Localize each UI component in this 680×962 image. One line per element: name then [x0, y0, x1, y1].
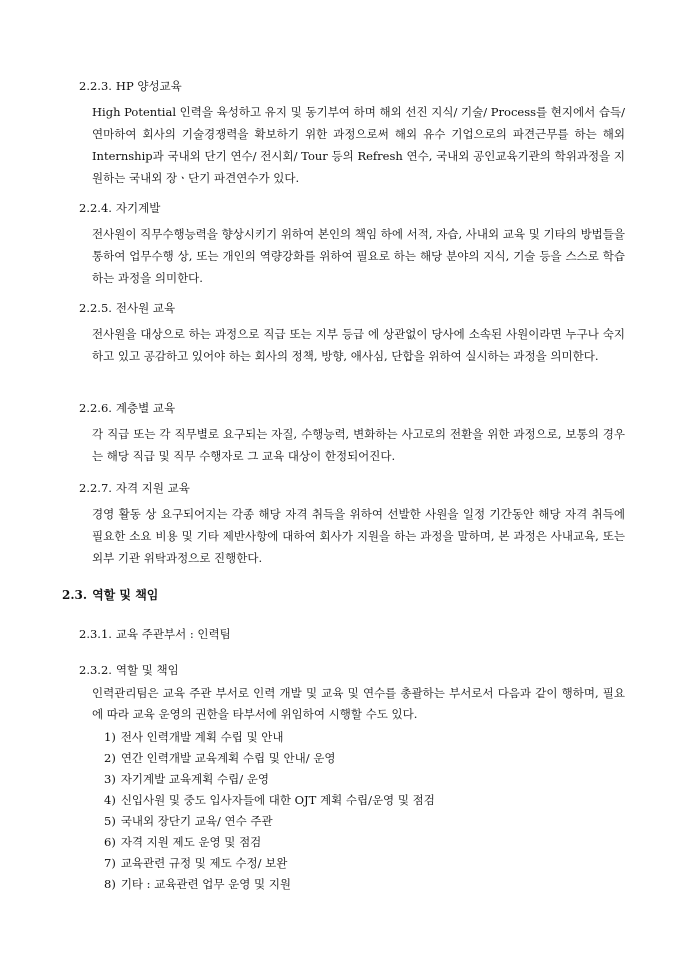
section-body: High Potential 인력을 육성하고 유지 및 동기부여 하며 해외 선진 지식/ 기술/ Process를 현지에서 습득/연마하여 회사의 기술경쟁력을 확보하기 위한 과정으로써 해외 유수 기업으로의 파견근무를 하는 해외 Internship과 국내외 단기 연수/ 전시회/ Tour 등의 Refresh 연수, 국내외 공인교육기관의 학위과정을 지원하는 국내외 장ㆍ단기 파견연수가 있다.	[92, 105, 625, 185]
section-body: 전사원을 대상으로 하는 과정으로 직급 또는 지부 등급 에 상관없이 당사에 소속된 사원이라면 누구나 숙지하고 있고 공감하고 있어야 하는 회사의 정책, 방향, 애사심, 단합을 위하여 실시하는 과정을 의미한다.	[92, 327, 625, 363]
list-text: 기타 : 교육관련 업무 운영 및 지원	[120, 877, 292, 891]
section-2-2-3	[79, 78, 625, 189]
list-number: 7)	[104, 856, 116, 870]
list-number: 8)	[104, 877, 116, 891]
section-number: 2.2.3.	[79, 79, 112, 93]
list-text: 신입사원 및 중도 입사자들에 대한 OJT 계획 수립/운영 및 점검	[120, 793, 435, 807]
list-item	[104, 748, 625, 769]
section-number: 2.2.7.	[79, 481, 112, 495]
section-heading	[79, 200, 625, 216]
section-body: 인력관리팀은 교육 주관 부서로 인력 개발 및 교육 및 연수를 총괄하는 부서로서 다음과 같이 행하며, 필요에 따라 교육 운영의 권한을 타부서에 위임하여 시행할 수도 있다.	[92, 686, 625, 721]
list-item	[104, 727, 625, 748]
list-item	[104, 811, 625, 832]
section-heading-2-3	[62, 586, 158, 603]
list-number: 6)	[104, 835, 116, 849]
section-heading	[79, 300, 625, 316]
section-number: 2.3.2.	[79, 663, 112, 677]
section-title: HP 양성교육	[115, 79, 182, 93]
section-title: 전사원 교육	[115, 301, 176, 315]
section-body: 각 직급 또는 각 직무별로 요구되는 자질, 수행능력, 변화하는 사고로의 전환을 위한 과정으로, 보통의 경우는 해당 직급 및 직무 수행자로 그 교육 대상이 한정되어진다.	[92, 427, 625, 463]
list-item	[104, 790, 625, 811]
list-text: 국내외 장단기 교육/ 연수 주관	[120, 814, 273, 828]
list-text: 자기계발 교육계획 수립/ 운영	[120, 772, 269, 786]
section-2-3-2	[79, 662, 625, 895]
section-title: 역할 및 책임	[92, 588, 159, 602]
item-text: 교육 주관부서 : 인력팀	[115, 627, 231, 641]
section-title: 자격 지원 교육	[115, 481, 190, 495]
list-item	[104, 853, 625, 874]
section-body: 경영 활동 상 요구되어지는 각종 해당 자격 취득을 위하여 선발한 사원을 일정 기간동안 해당 자격 취득에 필요한 소요 비용 및 기타 제반사항에 대하여 회사가 지원을 하는 과정을 말하며, 본 과정은 사내교육, 또는 외부 기관 위탁과정으로 진행한다.	[92, 507, 625, 565]
responsibility-list	[104, 727, 625, 895]
list-number: 4)	[104, 793, 116, 807]
item-number: 2.3.1.	[79, 627, 112, 641]
section-heading	[79, 480, 625, 496]
section-number: 2.2.6.	[79, 401, 112, 415]
item-2-3-1	[79, 626, 231, 642]
list-text: 자격 지원 제도 운영 및 점검	[120, 835, 262, 849]
list-number: 5)	[104, 814, 116, 828]
list-text: 연간 인력개발 교육계획 수립 및 안내/ 운영	[120, 751, 336, 765]
section-number: 2.3.	[62, 588, 88, 602]
section-title: 계층별 교육	[115, 401, 176, 415]
list-text: 전사 인력개발 계획 수립 및 안내	[120, 730, 284, 744]
section-2-2-5	[79, 300, 625, 367]
section-heading	[79, 400, 625, 416]
list-item	[104, 832, 625, 853]
section-body: 전사원이 직무수행능력을 향상시키기 위하여 본인의 책임 하에 서적, 자습, 사내외 교육 및 기타의 방법들을 통하여 업무수행 상, 또는 개인의 역량강화를 위하여 필요로 하는 해당 분야의 지식, 기술 등을 스스로 학습하는 과정을 의미한다.	[92, 227, 625, 285]
section-number: 2.2.5.	[79, 301, 112, 315]
section-title: 역할 및 책임	[115, 663, 179, 677]
list-number: 2)	[104, 751, 116, 765]
list-item	[104, 769, 625, 790]
section-number: 2.2.4.	[79, 201, 112, 215]
list-item	[104, 874, 625, 895]
section-title: 자기계발	[115, 201, 161, 215]
section-2-2-6	[79, 400, 625, 467]
section-heading	[79, 78, 625, 94]
list-number: 1)	[104, 730, 116, 744]
section-heading	[79, 662, 625, 678]
list-text: 교육관련 규정 및 제도 수정/ 보완	[120, 856, 288, 870]
list-number: 3)	[104, 772, 116, 786]
section-2-2-7	[79, 480, 625, 569]
section-2-2-4	[79, 200, 625, 289]
